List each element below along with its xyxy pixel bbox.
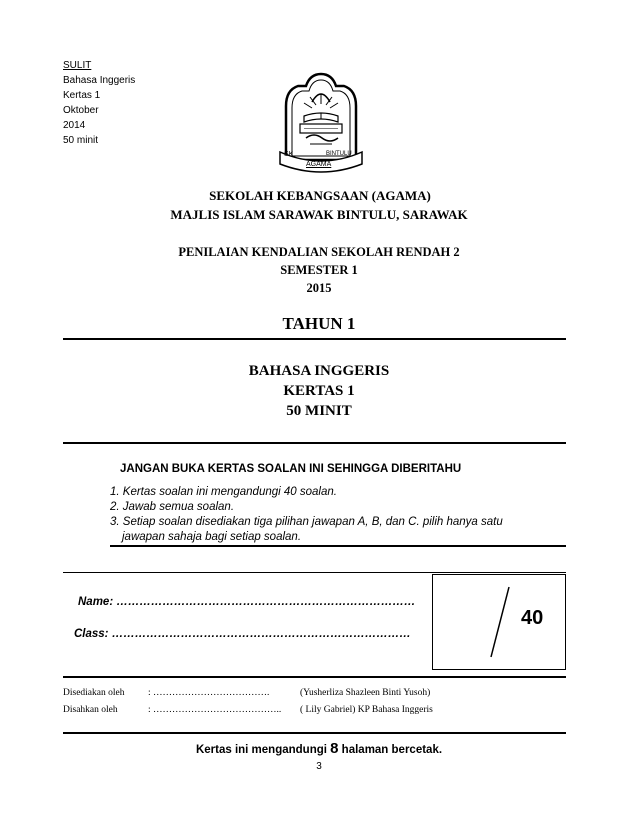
instruction-item: jawapan sahaja bagi setiap soalan.: [122, 531, 302, 543]
approved-label: Disahkan oleh: [63, 705, 118, 715]
prepared-person: (Yusherliza Shazleen Binti Yusoh): [300, 688, 431, 698]
paper-number: KERTAS 1: [283, 383, 355, 399]
header-duration: 50 minit: [63, 135, 99, 146]
instructions-heading: JANGAN BUKA KERTAS SOALAN INI SEHINGGA DIBERITAHU: [120, 463, 462, 475]
footer-pages-number: 8: [330, 740, 339, 757]
prepared-label: Disediakan oleh: [63, 688, 125, 698]
header-subject: Bahasa Inggeris: [63, 75, 136, 86]
score-box: [432, 574, 566, 670]
divider-3: [110, 545, 566, 547]
assessment-semester: SEMESTER 1: [280, 263, 358, 277]
logo-text-sk: SK: [284, 151, 294, 158]
class-field[interactable]: Class: ……………………………………………………………………: [74, 628, 411, 640]
instructions-list: [110, 485, 560, 545]
instruction-item: 3. Setiap soalan disediakan tiga pilihan jawapan A, B, dan C. pilih hanya satu: [110, 516, 503, 528]
divider-2: [63, 442, 566, 444]
assessment-title: PENILAIAN KENDALIAN SEKOLAH RENDAH 2: [178, 245, 460, 259]
paper-duration: 50 MINIT: [286, 403, 352, 419]
header-month: Oktober: [63, 105, 99, 116]
divider-1: [63, 338, 566, 340]
instruction-item: 2. Jawab semua soalan.: [110, 501, 235, 513]
document-header: [63, 58, 135, 148]
score-total: 40: [521, 607, 544, 629]
sulit-label: SULIT: [63, 60, 92, 71]
assessment-block: [0, 243, 638, 297]
page-number: 3: [316, 761, 322, 772]
footer-pages-suffix: halaman bercetak.: [338, 744, 443, 756]
footer-pages-prefix: Kertas ini mengandungi: [195, 744, 331, 756]
instruction-item: 1. Kertas soalan ini mengandungi 40 soalan.: [110, 486, 337, 498]
assessment-year: 2015: [306, 281, 332, 295]
approved-dots: : …………………………………..: [148, 705, 282, 715]
name-field[interactable]: Name: ……………………………………………………………………: [78, 596, 416, 608]
header-year: 2014: [63, 120, 86, 131]
logo-text-agama: AGAMA: [306, 161, 332, 168]
logo-text-bintulu: BINTULU: [326, 151, 352, 157]
prepared-dots: : ……………………………….: [148, 688, 270, 698]
divider-6: [63, 732, 566, 734]
score-slash: [483, 583, 513, 663]
divider-4: [63, 572, 566, 573]
school-logo: [276, 72, 366, 176]
paper-block: [0, 361, 638, 421]
header-paper: Kertas 1: [63, 90, 101, 101]
level-title: TAHUN 1: [282, 314, 356, 333]
school-block: [0, 186, 638, 224]
school-name: SEKOLAH KEBANGSAAN (AGAMA): [209, 188, 431, 203]
divider-5: [63, 676, 566, 678]
paper-subject: BAHASA INGGERIS: [248, 363, 390, 379]
approved-person: ( Lily Gabriel) KP Bahasa Inggeris: [300, 705, 433, 715]
school-council: MAJLIS ISLAM SARAWAK BINTULU, SARAWAK: [170, 207, 468, 222]
footer-pages: [0, 740, 638, 757]
